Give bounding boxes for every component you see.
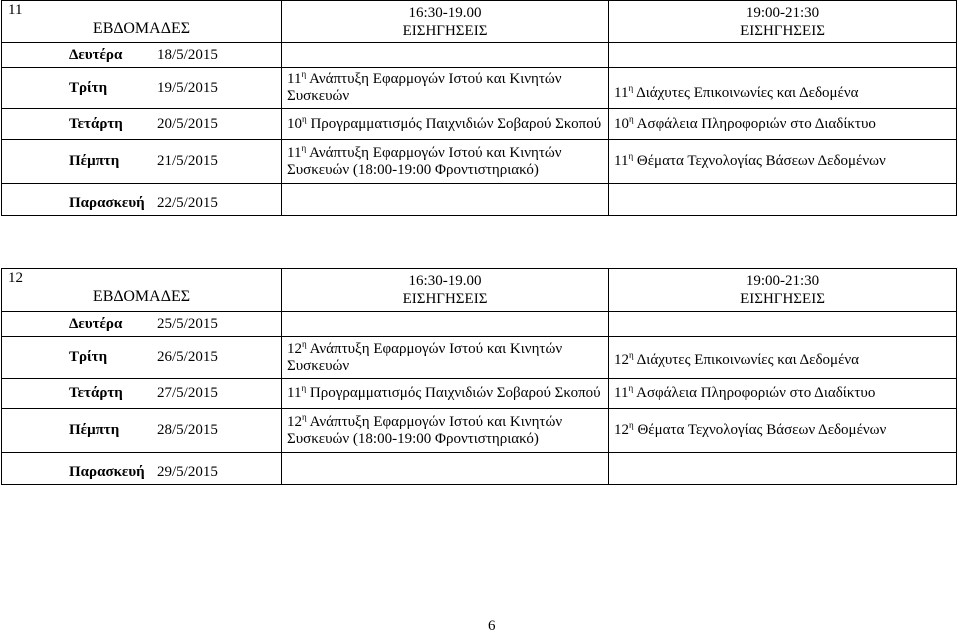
- ordinal-suffix: η: [301, 69, 307, 79]
- day-name: Παρασκευή: [69, 195, 145, 211]
- lecture-title: Προγραμματισμός Παιχνιδιών Σοβαρού Σκοπού: [310, 115, 602, 132]
- header-row: [2, 1, 957, 43]
- evening-lecture-cell: [282, 453, 609, 485]
- late-lecture-cell: [609, 43, 957, 68]
- day-cell: [2, 109, 282, 140]
- table-row: [2, 337, 957, 379]
- day-date: 21/5/2015: [157, 153, 218, 169]
- lecture-title: Ασφάλεια Πληροφοριών στο Διαδίκτυο: [636, 115, 876, 132]
- ordinal-suffix: η: [629, 113, 634, 124]
- evening-lecture-cell: [282, 312, 609, 337]
- header-evening-label: ΕΙΣΗΓΗΣΕΙΣ: [402, 22, 488, 39]
- evening-lecture-cell: [282, 379, 609, 409]
- day-date: 25/5/2015: [157, 315, 218, 332]
- day-name: Τρίτη: [69, 79, 108, 96]
- header-evening-time: 16:30-19.00: [408, 273, 482, 289]
- day-date: 20/5/2015: [157, 115, 218, 132]
- header-row: [2, 269, 957, 312]
- late-lecture-cell: [609, 109, 957, 140]
- table-row: [2, 184, 957, 216]
- table-row: [2, 453, 957, 485]
- page-number: 6: [488, 618, 496, 634]
- day-date: 18/5/2015: [157, 46, 218, 63]
- week-number: 12: [8, 270, 23, 286]
- day-name: Δευτέρα: [69, 46, 123, 63]
- day-name: Τετάρτη: [69, 385, 123, 401]
- day-cell: [2, 409, 282, 453]
- header-days-label: ΕΒΔΟΜΑΔΕΣ: [92, 19, 191, 37]
- day-cell: [2, 184, 282, 216]
- day-cell: [2, 140, 282, 184]
- late-lecture-cell: [609, 453, 957, 485]
- day-date: 19/5/2015: [157, 79, 218, 96]
- table-row: [2, 109, 957, 140]
- evening-lecture-cell: [282, 140, 609, 184]
- late-lecture-cell: [609, 68, 957, 109]
- lecture-title: Προγραμματισμός Παιχνιδιών Σοβαρού Σκοπού: [309, 385, 601, 401]
- lecture-title: Διάχυτες Επικοινωνίες και Δεδομένα: [636, 352, 860, 368]
- ordinal-suffix: η: [628, 383, 634, 393]
- ordinal-suffix: η: [302, 411, 307, 422]
- lecture-number: 12: [287, 413, 302, 430]
- lecture-number: 11: [287, 71, 302, 87]
- table-row: [2, 312, 957, 337]
- week-number: 11: [8, 2, 23, 18]
- evening-lecture-cell: [282, 43, 609, 68]
- header-evening-cell: [282, 1, 609, 43]
- lecture-number: 10: [287, 115, 302, 132]
- lecture-number: 11: [614, 153, 629, 169]
- header-late-cell: [609, 269, 957, 312]
- day-name: Τρίτη: [69, 349, 108, 365]
- header-evening-time: 16:30-19.00: [408, 4, 482, 21]
- evening-lecture-cell: [282, 184, 609, 216]
- day-name: Δευτέρα: [69, 315, 123, 332]
- header-evening-label: ΕΙΣΗΓΗΣΕΙΣ: [402, 291, 488, 307]
- schedule-table-week-11: [1, 0, 957, 216]
- day-date: 27/5/2015: [157, 385, 218, 401]
- evening-lecture-cell: [282, 68, 609, 109]
- ordinal-suffix: η: [301, 383, 307, 393]
- lecture-number: 10: [614, 115, 629, 132]
- lecture-number: 12: [614, 422, 629, 438]
- lecture-title: Ασφάλεια Πληροφοριών στο Διαδίκτυο: [636, 385, 876, 401]
- ordinal-suffix: η: [629, 420, 634, 430]
- evening-lecture-cell: [282, 409, 609, 453]
- header-days-cell: [2, 1, 282, 43]
- lecture-title: Διάχυτες Επικοινωνίες και Δεδομένα: [636, 84, 859, 101]
- late-lecture-cell: [609, 140, 957, 184]
- header-late-cell: [609, 1, 957, 43]
- ordinal-suffix: η: [628, 151, 634, 161]
- lecture-title: Θέματα Τεχνολογίας Βάσεων Δεδομένων: [637, 422, 887, 438]
- schedule-table-week-12: [1, 268, 957, 485]
- header-days-cell: [2, 269, 282, 312]
- ordinal-suffix: η: [302, 113, 307, 124]
- evening-lecture-cell: [282, 109, 609, 140]
- late-lecture-cell: [609, 337, 957, 379]
- lecture-number: 11: [287, 144, 302, 161]
- day-date: 28/5/2015: [157, 422, 218, 438]
- day-name: Τετάρτη: [69, 115, 123, 132]
- day-date: 26/5/2015: [157, 349, 218, 365]
- header-late-time: 19:00-21:30: [745, 273, 820, 289]
- header-evening-cell: [282, 269, 609, 312]
- lecture-title: Ανάπτυξη Εφαρμογών Ιστού και Κινητών Συσκευών: [287, 71, 562, 104]
- header-late-label: ΕΙΣΗΓΗΣΕΙΣ: [740, 22, 825, 39]
- day-name: Πέμπτη: [69, 422, 120, 438]
- lecture-title: Ανάπτυξη Εφαρμογών Ιστού και Κινητών Συσκευών (18:00-19:00 Φροντιστηριακό): [287, 144, 562, 178]
- lecture-number: 11: [614, 84, 629, 101]
- day-cell: [2, 379, 282, 409]
- header-days-label: ΕΒΔΟΜΑΔΕΣ: [92, 288, 191, 305]
- table-row: [2, 379, 957, 409]
- ordinal-suffix: η: [302, 338, 307, 349]
- ordinal-suffix: η: [629, 350, 634, 360]
- table-row: [2, 68, 957, 109]
- day-name: Πέμπτη: [69, 153, 120, 169]
- lecture-number: 11: [614, 385, 629, 401]
- day-date: 29/5/2015: [157, 464, 218, 480]
- late-lecture-cell: [609, 379, 957, 409]
- day-name: Παρασκευή: [69, 464, 145, 480]
- lecture-number: 11: [287, 385, 302, 401]
- lecture-title: Θέματα Τεχνολογίας Βάσεων Δεδομένων: [636, 153, 886, 169]
- table-row: [2, 43, 957, 68]
- day-date: 22/5/2015: [157, 195, 218, 211]
- day-cell: [2, 337, 282, 379]
- header-late-time: 19:00-21:30: [745, 4, 820, 21]
- lecture-title: Ανάπτυξη Εφαρμογών Ιστού και Κινητών Συσκευών: [287, 340, 563, 374]
- lecture-number: 12: [614, 352, 629, 368]
- late-lecture-cell: [609, 312, 957, 337]
- day-cell: [2, 312, 282, 337]
- evening-lecture-cell: [282, 337, 609, 379]
- ordinal-suffix: η: [301, 142, 307, 153]
- day-cell: [2, 43, 282, 68]
- table-row: [2, 140, 957, 184]
- late-lecture-cell: [609, 409, 957, 453]
- late-lecture-cell: [609, 184, 957, 216]
- lecture-number: 12: [287, 340, 302, 357]
- header-late-label: ΕΙΣΗΓΗΣΕΙΣ: [740, 291, 825, 307]
- day-cell: [2, 68, 282, 109]
- day-cell: [2, 453, 282, 485]
- table-row: [2, 409, 957, 453]
- lecture-title: Ανάπτυξη Εφαρμογών Ιστού και Κινητών Συσκευών (18:00-19:00 Φροντιστηριακό): [287, 413, 563, 447]
- ordinal-suffix: η: [628, 82, 634, 93]
